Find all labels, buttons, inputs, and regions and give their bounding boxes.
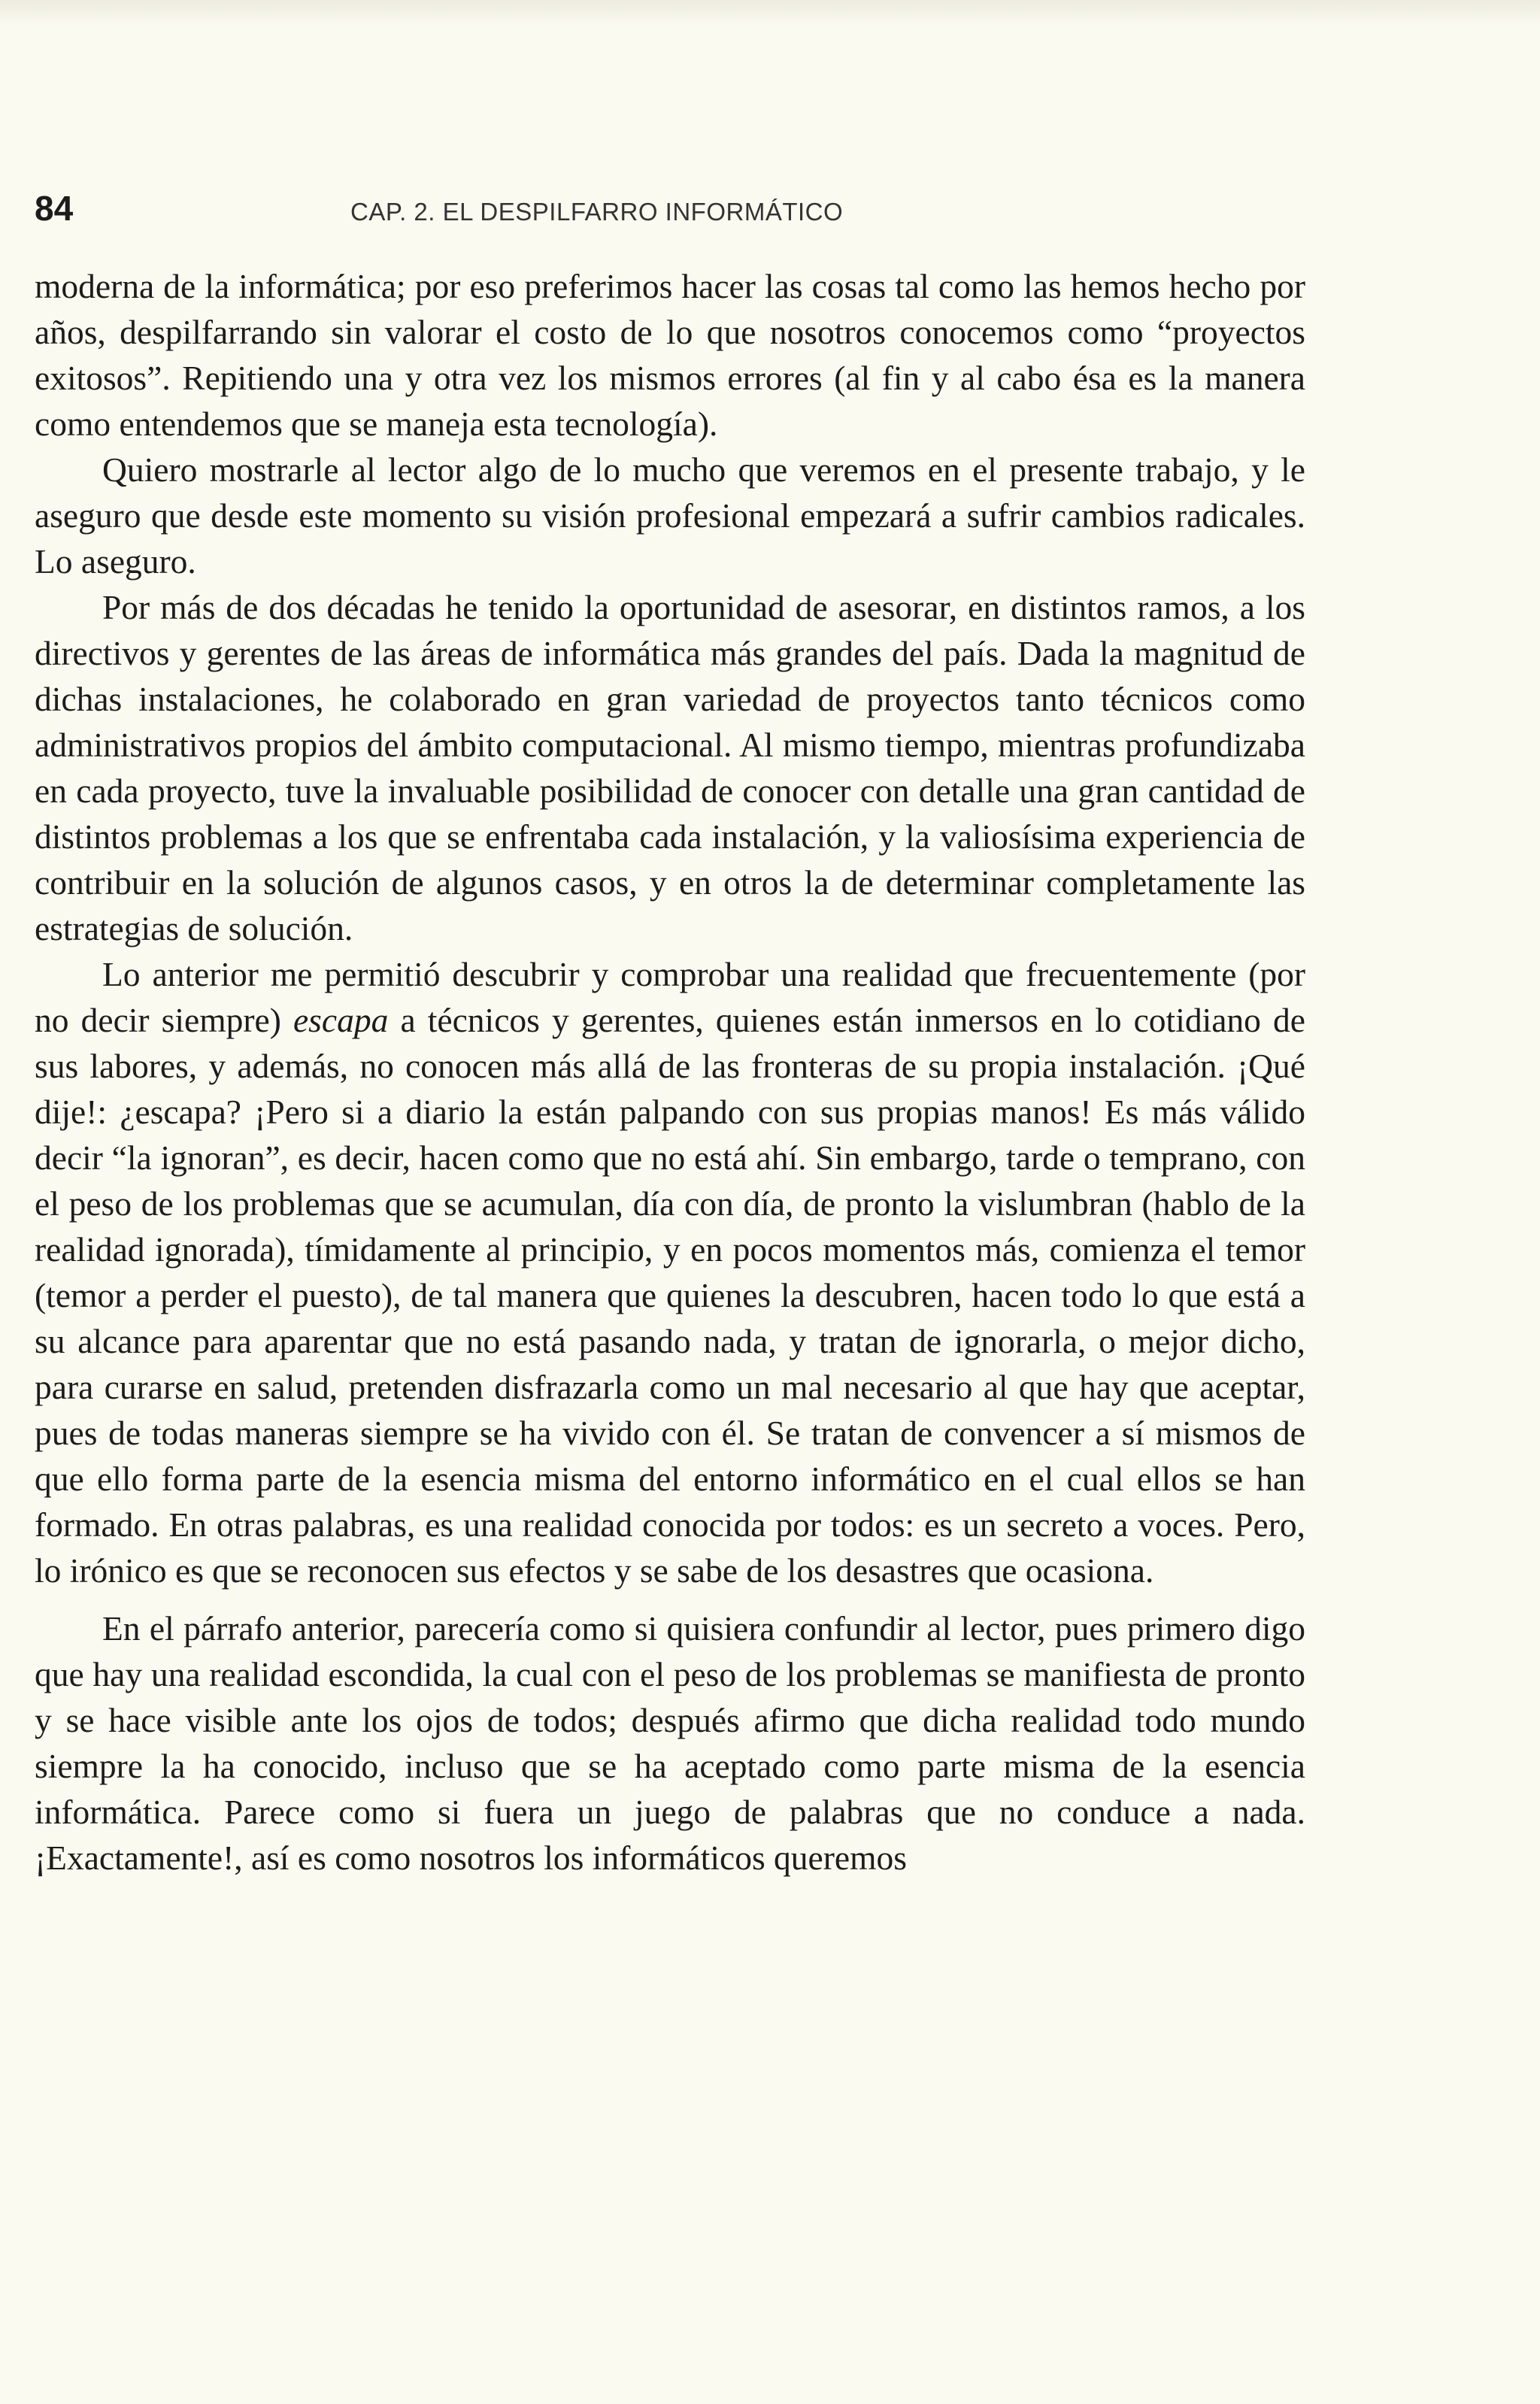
running-head: CAP. 2. EL DESPILFARRO INFORMÁTICO: [350, 198, 844, 226]
paragraph-4: [35, 951, 1305, 1593]
page-number: 84: [35, 189, 74, 228]
paragraph-4-rest: a técnicos y gerentes, quienes están inmersos en lo cotidiano de sus labores, y además, no conocen más allá de las fronteras de su propia instalación. ¡Qué dije!: ¿escapa? ¡Pero si a diario la están palpando con sus propias manos! Es más válido decir “la ignoran”, es decir, hacen como que no está ahí. Sin embargo, tarde o temprano, con el peso de los problemas que se acumulan, día con día, de pronto la vislumbran (hablo de la realidad ignorada), tímidamente al principio, y en pocos momentos más, comienza el temor (temor a perder el puesto), de tal manera que quienes la descubren, hacen todo lo que está a su alcance para aparentar que no está pasando nada, y tratan de ignorarla, o mejor dicho, para curarse en salud, pretenden disfrazarla como un mal necesario al que hay que aceptar, pues de todas maneras siempre se ha vivido con él. Se tratan de convencer a sí mismos de que ello forma parte de la esencia misma del entorno informático en el cual ellos se han formado. En otras palabras, es una realidad conocida por todos: es un secreto a voces. Pero, lo irónico es que se reconocen sus efectos y se sabe de los desastres que ocasiona.: [35, 1001, 1305, 1590]
paragraph-4-start: Lo anterior me permitió descubrir y comprobar una realidad que frecuentemente (por no decir siempre): [35, 955, 1305, 1039]
body-text: [35, 263, 1305, 1881]
italic-word: escapa: [293, 1001, 389, 1039]
paragraph-5: En el párrafo anterior, parecería como si quisiera confundir al lector, pues primero digo que hay una realidad escondida, la cual con el peso de los problemas se manifiesta de pronto y se hace visible ante los ojos de todos; después afirmo que dicha realidad todo mundo siempre la ha conocido, incluso que se ha aceptado como parte misma de la esencia informática. Parece como si fuera un juego de palabras que no conduce a nada. ¡Exactamente!, así es como nosotros los informáticos queremos: [35, 1609, 1305, 1877]
page-header: [35, 188, 1305, 248]
book-page: [35, 188, 1305, 1881]
paragraph-3: Por más de dos décadas he tenido la oportunidad de asesorar, en distintos ramos, a los directivos y gerentes de las áreas de informática más grandes del país. Dada la magnitud de dichas instalaciones, he colaborado en gran variedad de proyectos tanto técnicos como administrativos propios del ámbito computacional. Al mismo tiempo, mientras profundizaba en cada proyecto, tuve la invaluable posibilidad de conocer con detalle una gran cantidad de distintos problemas a los que se enfrentaba cada instalación, y la valiosísima experiencia de contribuir en la solución de algunos casos, y en otros la de determinar completamente las estrategias de solución.: [35, 588, 1305, 947]
paragraph-2: Quiero mostrarle al lector algo de lo mucho que veremos en el presente trabajo, y le aseguro que desde este momento su visión profesional empezará a sufrir cambios radicales. Lo aseguro.: [35, 450, 1305, 581]
paragraph-1: moderna de la informática; por eso preferimos hacer las cosas tal como las hemos hecho por años, despilfarrando sin valorar el costo de lo que nosotros conocemos como “proyectos exitosos”. Repitiendo una y otra vez los mismos errores (al fin y al cabo ésa es la manera como entendemos que se maneja esta tecnología).: [35, 267, 1305, 443]
scan-top-edge: [0, 0, 1540, 26]
